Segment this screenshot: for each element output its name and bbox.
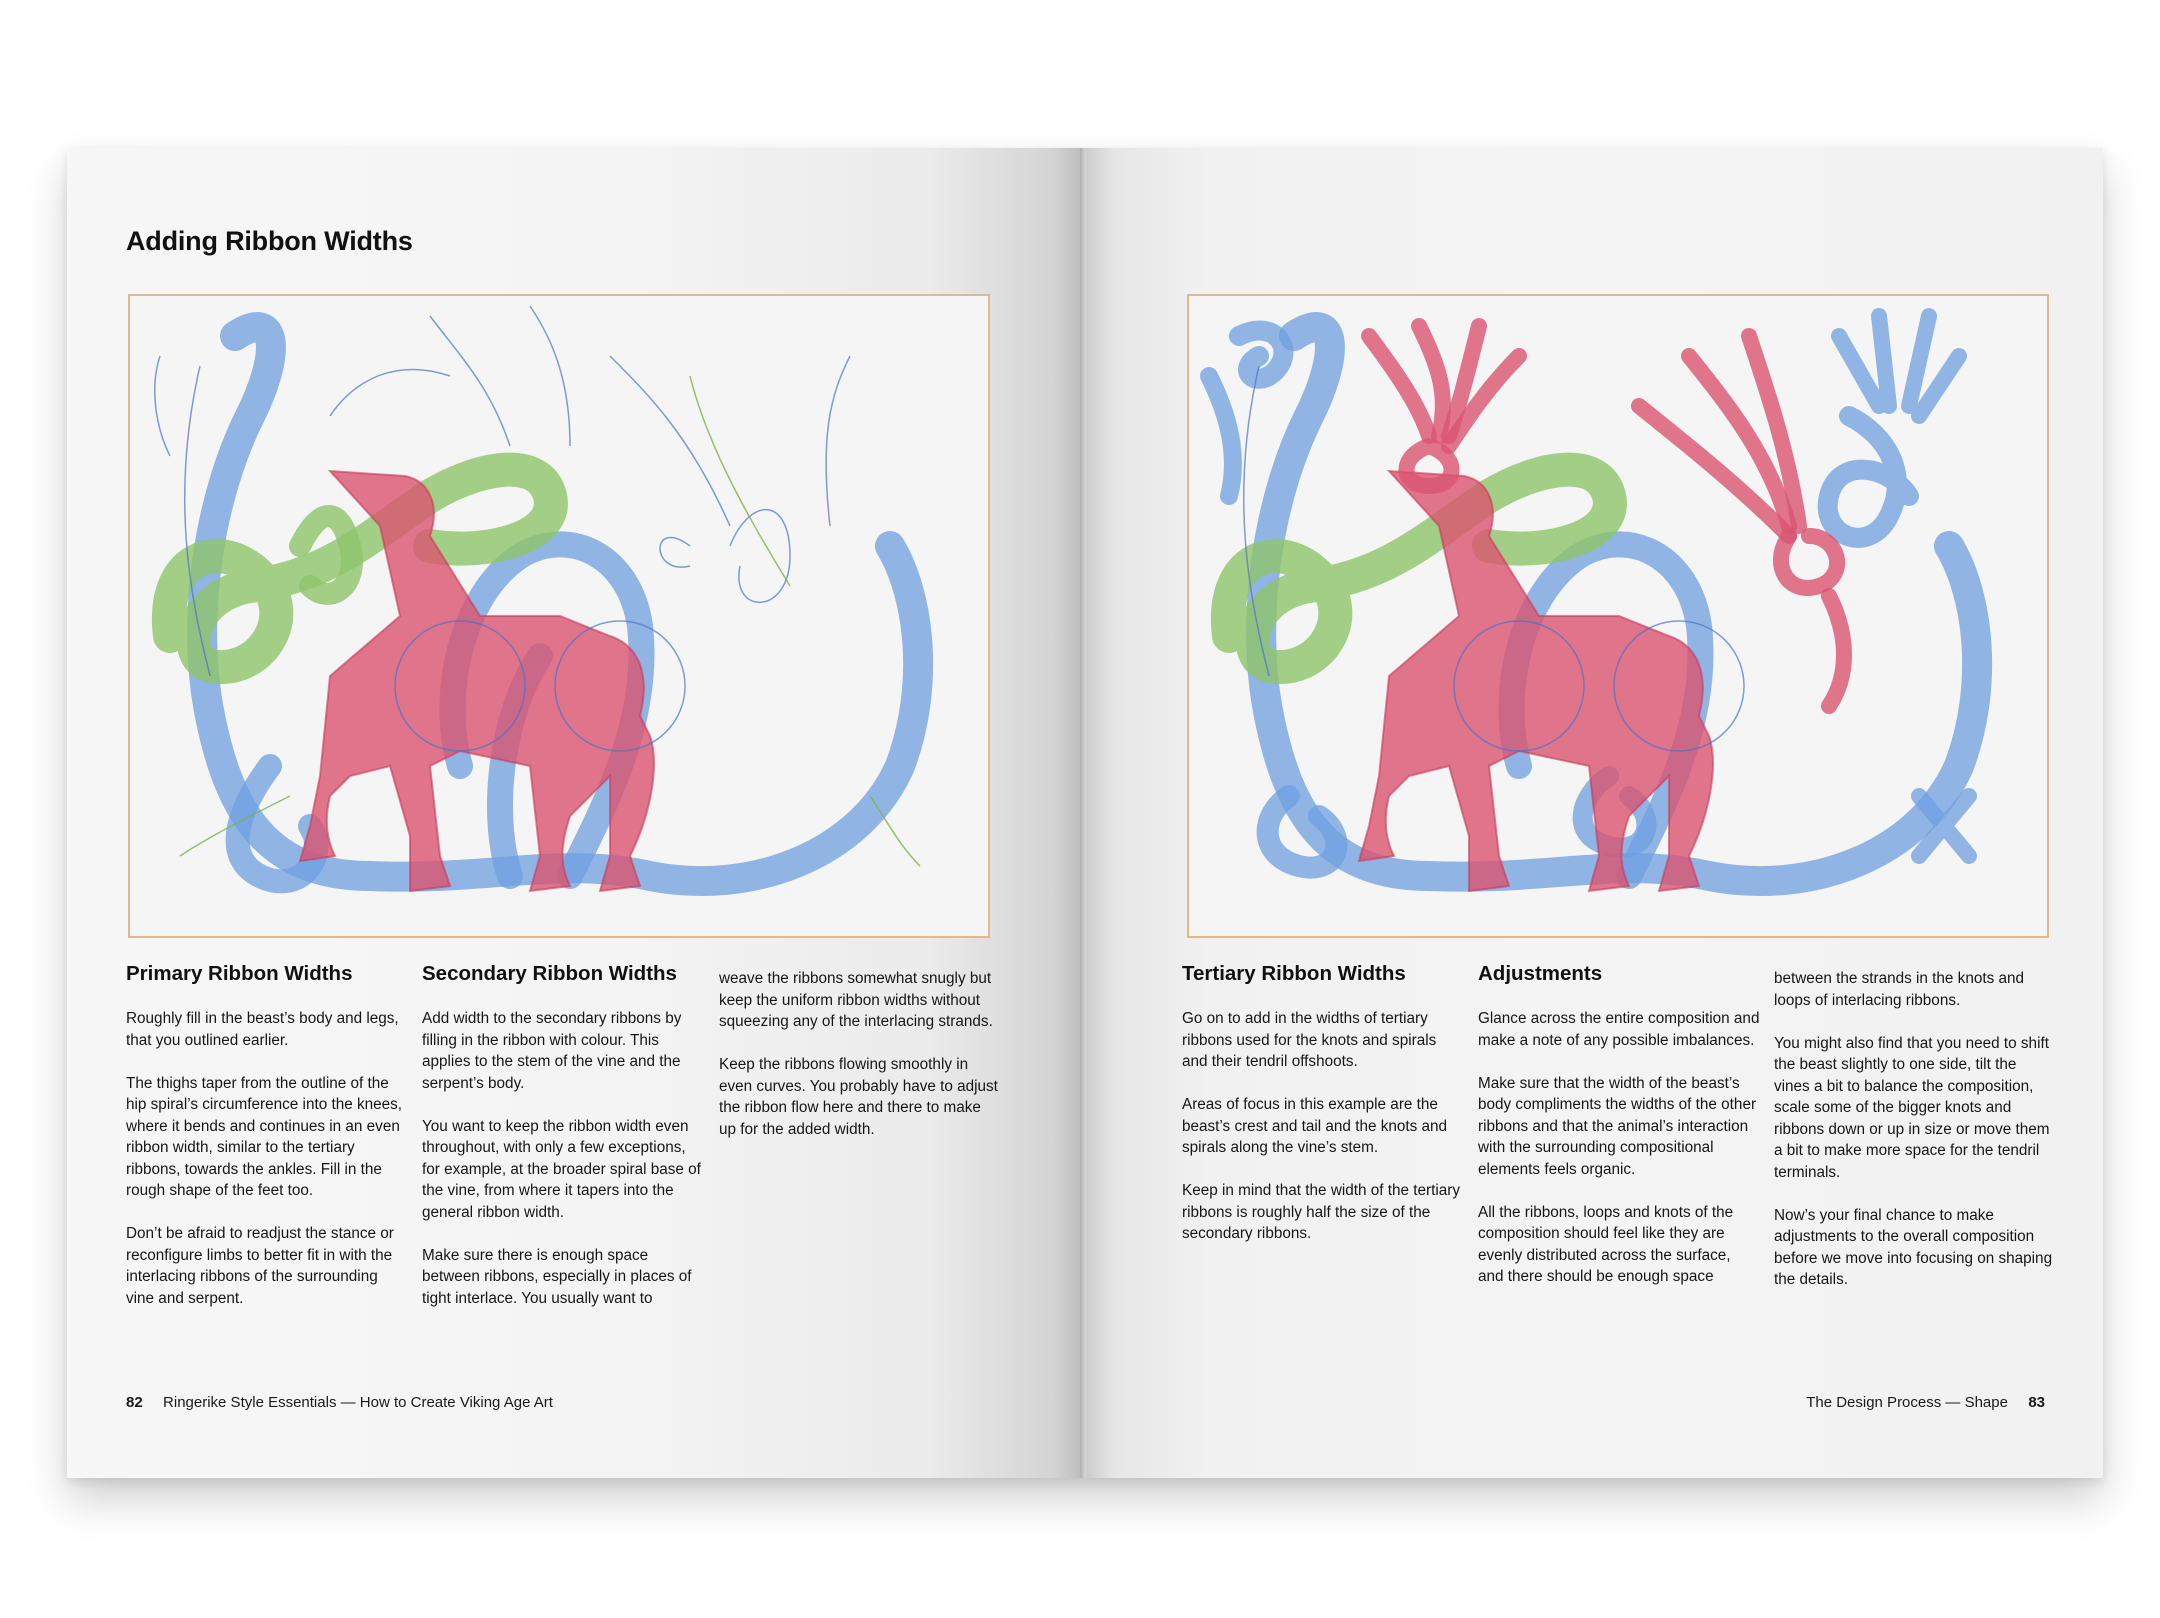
- paragraph: The thighs taper from the outline of the hip spiral’s circumference into the knees, where it bends and continues in an even ribbon width, similar to the tertiary ribbons, towards the ankles. Fill in the rough shape of the feet too.: [126, 1074, 403, 1199]
- text-column-adjustments: [1478, 962, 1760, 1309]
- footer-left: [126, 1394, 553, 1411]
- section-heading: Tertiary Ribbon Widths: [1182, 962, 1406, 985]
- paragraph: You want to keep the ribbon width even throughout, with only a few exceptions, for example, at the broader spiral base of the vine, from where it tapers into the general ribbon width.: [422, 1117, 701, 1221]
- illustration-primary-secondary: [128, 294, 990, 938]
- section-heading: Primary Ribbon Widths: [126, 962, 353, 985]
- paragraph: Keep the ribbons flowing smoothly in even curves. You probably have to adjust the ribbon flow here and there to make up for the added width.: [719, 1056, 998, 1138]
- section-heading: Secondary Ribbon Widths: [422, 962, 677, 985]
- section-heading: Adjustments: [1478, 962, 1603, 985]
- text-column-secondary-continued: [719, 968, 1001, 1162]
- illustration-tertiary: [1187, 294, 2049, 938]
- paragraph: Make sure there is enough space between ribbons, especially in places of tight interlace. You usually want to: [422, 1246, 692, 1307]
- paragraph: Go on to add in the widths of tertiary ribbons used for the knots and spirals and their tendril offshoots.: [1182, 1010, 1437, 1070]
- paragraph: Glance across the entire composition and make a note of any possible imbalances.: [1478, 1010, 1760, 1049]
- paragraph: weave the ribbons somewhat snugly but keep the uniform ribbon widths without squeezing any of the interlacing strands.: [719, 970, 993, 1030]
- paragraph: Areas of focus in this example are the beast’s crest and tail and the knots and spirals along the vine’s stem.: [1182, 1096, 1448, 1156]
- paragraph: Add width to the secondary ribbons by filling in the ribbon with colour. This applies to the stem of the vine and the serpent’s body.: [422, 1010, 682, 1092]
- paragraph: Don’t be afraid to readjust the stance or reconfigure limbs to better fit in with the interlacing ribbons of the surrounding vine and serpent.: [126, 1225, 394, 1307]
- paragraph: between the strands in the knots and loops of interlacing ribbons.: [1774, 970, 2025, 1009]
- page-number: 82: [126, 1394, 143, 1411]
- beast-sketch-1: [130, 296, 988, 936]
- book-spine: [1080, 148, 1086, 1478]
- text-column-tertiary: [1182, 962, 1464, 1266]
- text-column-adjustments-continued: [1774, 968, 2056, 1312]
- footer-right: [1806, 1394, 2045, 1411]
- paragraph: Roughly fill in the beast’s body and legs, that you outlined earlier.: [126, 1010, 399, 1049]
- running-footer: Ringerike Style Essentials — How to Create Viking Age Art: [163, 1394, 553, 1411]
- text-column-secondary: [422, 962, 704, 1331]
- paragraph: All the ribbons, loops and knots of the composition should feel like they are evenly distributed across the surface, and there should be enough space: [1478, 1203, 1734, 1285]
- text-column-primary: [126, 962, 408, 1331]
- paragraph: Make sure that the width of the beast’s body compliments the widths of the other ribbons and that the animal’s interaction with the surrounding compositional elements feels organic.: [1478, 1074, 1757, 1178]
- running-footer: The Design Process — Shape: [1806, 1394, 2008, 1411]
- paragraph: Keep in mind that the width of the tertiary ribbons is roughly half the size of the secondary ribbons.: [1182, 1182, 1461, 1242]
- page-number: 83: [2028, 1394, 2045, 1411]
- paragraph: You might also find that you need to shift the beast slightly to one side, tilt the vines a bit to balance the composition, scale some of the bigger knots and ribbons down or up in size or move them a bit to make more space for the tendril terminals.: [1774, 1034, 2050, 1181]
- paragraph: Now’s your final chance to make adjustments to the overall composition before we move into focusing on shaping the details.: [1774, 1206, 2053, 1288]
- beast-sketch-2: [1189, 296, 2047, 936]
- page-title: Adding Ribbon Widths: [126, 226, 413, 256]
